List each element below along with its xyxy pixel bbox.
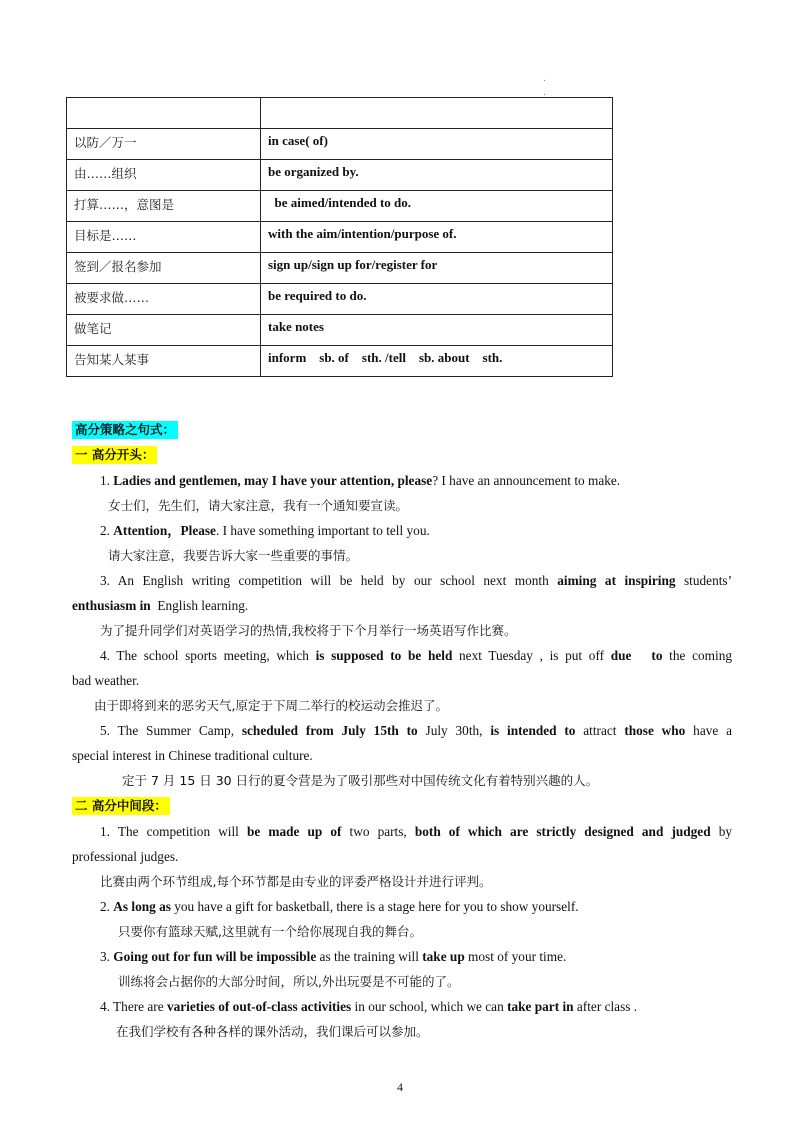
sentence-english bbox=[72, 668, 732, 693]
sentence-translation bbox=[72, 869, 732, 894]
key-phrase: Ladies and gentlemen, may I have your attention, please bbox=[113, 473, 433, 488]
table-row bbox=[67, 253, 613, 284]
translation-text: 请大家注意，我要告诉大家一些重要的事情。 bbox=[108, 548, 359, 563]
cell-zh: 告知某人某事 bbox=[67, 346, 261, 377]
sentence-english bbox=[72, 743, 732, 768]
translation-text: 定于 7 月 15 日 30 日行的夏令营是为了吸引那些对中国传统文化有着特别兴趣的人。 bbox=[122, 773, 599, 788]
sentence-translation bbox=[72, 919, 732, 944]
vocab-table bbox=[66, 97, 613, 377]
cell-en: be aimed/intended to do. bbox=[261, 191, 613, 222]
sentence-text: 5. The Summer Camp, bbox=[100, 723, 242, 738]
cell-en: take notes bbox=[261, 315, 613, 346]
section2-heading: 二 高分中间段： bbox=[72, 797, 170, 815]
sentence-text: after class . bbox=[573, 999, 638, 1014]
sentence-translation bbox=[72, 693, 732, 718]
sentence-translation bbox=[72, 618, 732, 643]
header-cell-en bbox=[261, 98, 613, 129]
translation-text: 由于即将到来的恶劣天气,原定于下周二举行的校运动会推迟了。 bbox=[94, 698, 448, 713]
sentence-english bbox=[72, 518, 732, 543]
sentence-translation bbox=[72, 969, 732, 994]
translation-text: 训练将会占据你的大部分时间，所以,外出玩耍是不可能的了。 bbox=[118, 974, 460, 989]
sentence-item bbox=[72, 568, 732, 643]
sentence-text: students’ bbox=[675, 573, 733, 588]
translation-text: 女士们，先生们，请大家注意，我有一个通知要宣读。 bbox=[108, 498, 409, 513]
sentence-text: attract bbox=[575, 723, 625, 738]
table-row bbox=[67, 160, 613, 191]
sentence-translation bbox=[72, 493, 732, 518]
cell-en: in case( of) bbox=[261, 129, 613, 160]
sentence-text: by bbox=[710, 824, 732, 839]
table-header-row bbox=[67, 98, 613, 129]
key-phrase: Going out for fun will be impossible bbox=[113, 949, 317, 964]
cell-zh: 签到／报名参加 bbox=[67, 253, 261, 284]
cell-en: be required to do. bbox=[261, 284, 613, 315]
sentence-item bbox=[72, 994, 732, 1044]
translation-text: 比赛由两个环节组成,每个环节都是由专业的评委严格设计并进行评判。 bbox=[100, 874, 492, 889]
sentence-english bbox=[72, 468, 732, 493]
sentence-item bbox=[72, 643, 732, 718]
sentence-text: 2. bbox=[100, 523, 114, 538]
sentence-item bbox=[72, 518, 732, 568]
cell-zh: 由……组织 bbox=[67, 160, 261, 191]
cell-zh: 做笔记 bbox=[67, 315, 261, 346]
sentence-text: 3. An English writing competition will be held by our school next month bbox=[100, 573, 558, 588]
strategy-content bbox=[72, 418, 732, 1044]
key-phrase: enthusiasm in bbox=[72, 598, 151, 613]
sentence-text: the coming bbox=[662, 648, 732, 663]
key-phrase: those who bbox=[624, 723, 686, 738]
section2-items bbox=[72, 819, 732, 1044]
sentence-text: 3. bbox=[100, 949, 114, 964]
section1-heading: 一 高分开头： bbox=[72, 446, 157, 464]
key-phrase: take up bbox=[422, 949, 465, 964]
translation-text: 只要你有篮球天赋,这里就有一个给你展现自我的舞台。 bbox=[118, 924, 422, 939]
key-phrase: As long as bbox=[113, 899, 171, 914]
cell-en: be organized by. bbox=[261, 160, 613, 191]
sentence-translation bbox=[72, 543, 732, 568]
table-row bbox=[67, 315, 613, 346]
table-row bbox=[67, 346, 613, 377]
sentence-item bbox=[72, 894, 732, 944]
sentence-text: special interest in Chinese traditional culture. bbox=[72, 748, 313, 763]
sentence-item bbox=[72, 718, 732, 793]
sentence-text: July 30th, bbox=[417, 723, 491, 738]
sentence-item bbox=[72, 944, 732, 994]
sentence-translation bbox=[72, 768, 732, 793]
cell-en: sign up/sign up for/register for bbox=[261, 253, 613, 284]
sentence-english bbox=[72, 894, 732, 919]
sentence-text: ? I have an announcement to make. bbox=[432, 473, 621, 488]
key-phrase: be made up of bbox=[246, 824, 342, 839]
sentence-text: 4. The school sports meeting, which bbox=[100, 648, 316, 663]
cell-zh: 目标是…… bbox=[67, 222, 261, 253]
cell-en: inform sb. of sth. /tell sb. about sth. bbox=[261, 346, 613, 377]
cell-zh: 以防／万一 bbox=[67, 129, 261, 160]
key-phrase: Attention，Please bbox=[113, 523, 216, 538]
sentence-english bbox=[72, 643, 732, 668]
key-phrase: take part in bbox=[507, 999, 574, 1014]
sentence-text: in our school, which we can bbox=[351, 999, 508, 1014]
corner-marks: . . bbox=[543, 74, 546, 98]
sentence-text: 1. bbox=[100, 473, 114, 488]
key-phrase: scheduled from July 15th to bbox=[241, 723, 418, 738]
sentence-text: most of your time. bbox=[464, 949, 567, 964]
sentence-item bbox=[72, 819, 732, 894]
strategy-title: 高分策略之句式： bbox=[72, 421, 178, 439]
table-row bbox=[67, 284, 613, 315]
table-row bbox=[67, 222, 613, 253]
sentence-text: have a bbox=[685, 723, 732, 738]
sentence-translation bbox=[72, 1019, 732, 1044]
cell-zh: 打算……，意图是 bbox=[67, 191, 261, 222]
key-phrase: aiming at inspiring bbox=[557, 573, 676, 588]
header-cell-zh bbox=[67, 98, 261, 129]
page-number: 4 bbox=[397, 1080, 403, 1094]
sentence-text: 1. The competition will bbox=[100, 824, 247, 839]
cell-zh: 被要求做…… bbox=[67, 284, 261, 315]
table-row bbox=[67, 191, 613, 222]
translation-text: 在我们学校有各种各样的课外活动，我们课后可以参加。 bbox=[116, 1024, 429, 1039]
sentence-english bbox=[72, 944, 732, 969]
sentence-english bbox=[72, 819, 732, 844]
sentence-english bbox=[72, 568, 732, 593]
sentence-text: you have a gift for basketball, there is a stage here for you to show yourself. bbox=[170, 899, 579, 914]
section1-items bbox=[72, 468, 732, 793]
key-phrase: is intended to bbox=[490, 723, 576, 738]
sentence-text: next Tuesday , is put off bbox=[452, 648, 611, 663]
sentence-text: two parts, bbox=[341, 824, 415, 839]
sentence-english bbox=[72, 718, 732, 743]
sentence-item bbox=[72, 468, 732, 518]
key-phrase: due to bbox=[610, 648, 663, 663]
sentence-english bbox=[72, 994, 732, 1019]
sentence-text: 2. bbox=[100, 899, 114, 914]
key-phrase: varieties of out-of-class activities bbox=[166, 999, 352, 1014]
sentence-english bbox=[72, 844, 732, 869]
sentence-text: bad weather. bbox=[72, 673, 140, 688]
sentence-text: professional judges. bbox=[72, 849, 179, 864]
sentence-text: 4. There are bbox=[100, 999, 167, 1014]
cell-en: with the aim/intention/purpose of. bbox=[261, 222, 613, 253]
sentence-text: . I have something important to tell you. bbox=[215, 523, 430, 538]
table-row bbox=[67, 129, 613, 160]
translation-text: 为了提升同学们对英语学习的热情,我校将于下个月举行一场英语写作比赛。 bbox=[100, 623, 517, 638]
sentence-text: as the training will bbox=[316, 949, 423, 964]
key-phrase: is supposed to be held bbox=[315, 648, 453, 663]
sentence-english bbox=[72, 593, 732, 618]
sentence-text: English learning. bbox=[150, 598, 249, 613]
key-phrase: both of which are strictly designed and judged bbox=[414, 824, 711, 839]
